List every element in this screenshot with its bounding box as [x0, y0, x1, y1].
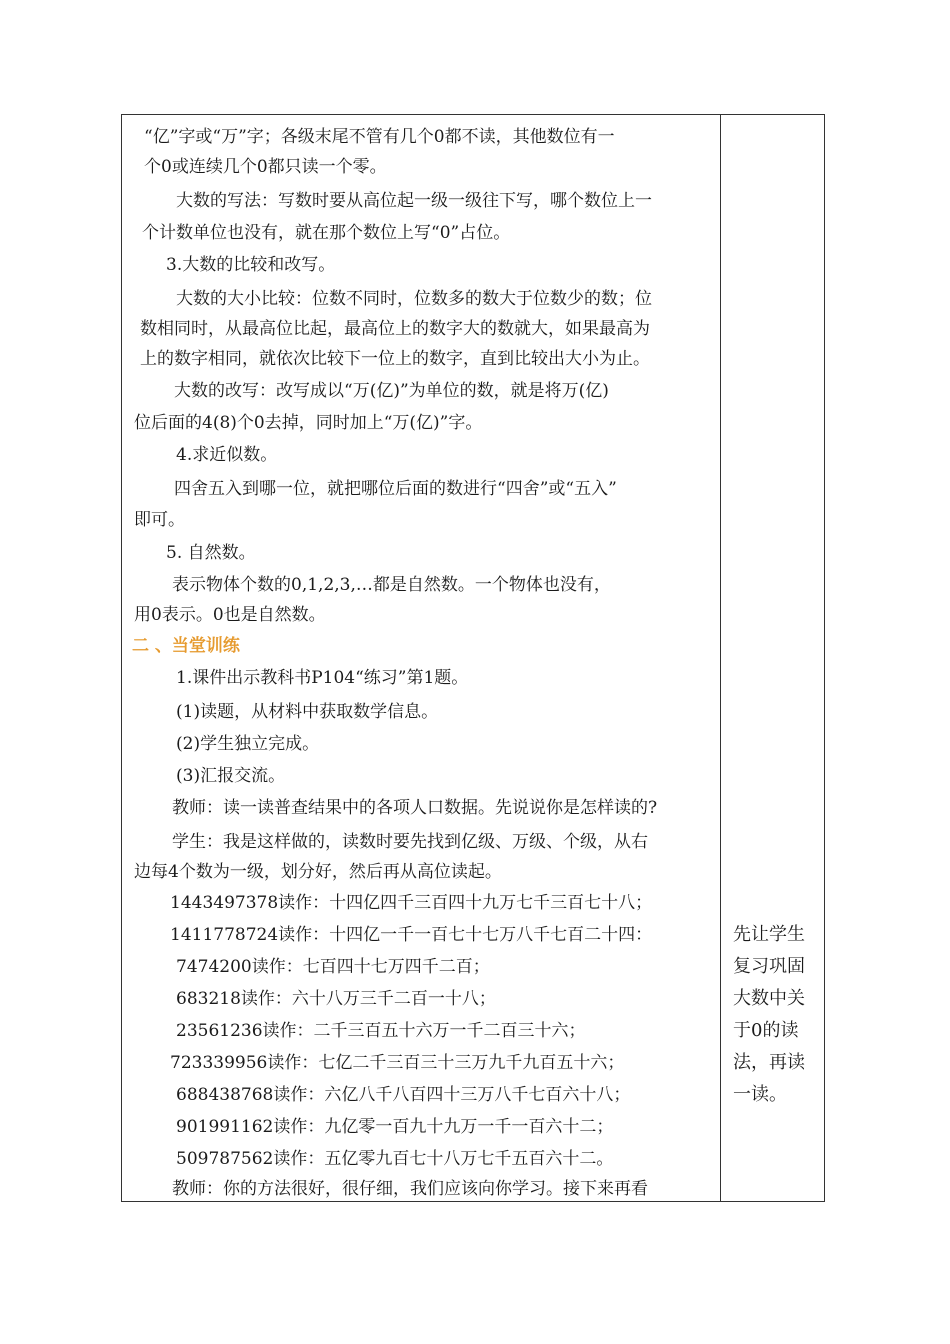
note-line: 大数中关 — [733, 988, 805, 1009]
text-line: 即可。 — [134, 510, 185, 530]
text-line: 723339956读作：七亿二千三百三十三万九千九百五十六； — [170, 1053, 625, 1073]
note-line: 复习巩固 — [733, 956, 805, 977]
text-line: 大数的大小比较：位数不同时，位数多的数大于位数少的数；位 — [176, 289, 652, 309]
text-line: 大数的改写：改写成以“万(亿)”为单位的数，就是将万(亿) — [174, 381, 609, 401]
text-line: 个计数单位也没有，就在那个数位上写“0”占位。 — [142, 223, 511, 243]
text-line: 教师：你的方法很好，很仔细，我们应该向你学习。接下来再看 — [172, 1179, 648, 1199]
text-line: (2)学生独立完成。 — [176, 734, 320, 754]
note-line: 法，再读 — [733, 1052, 805, 1073]
text-line: 教师：读一读普查结果中的各项人口数据。先说说你是怎样读的? — [172, 798, 658, 818]
lesson-table — [121, 114, 825, 1202]
text-line: 1.课件出示教科书P104“练习”第1题。 — [176, 668, 469, 688]
text-line: 数相同时，从最高位比起，最高位上的数字大的数就大，如果最高为 — [140, 319, 650, 339]
text-line: 7474200读作：七百四十七万四千二百； — [176, 957, 490, 977]
text-line: 学生：我是这样做的，读数时要先找到亿级、万级、个级，从右 — [172, 832, 648, 852]
text-line: 5. 自然数。 — [166, 543, 256, 563]
text-line: “亿”字或“万”字；各级末尾不管有几个0都不读，其他数位有一 — [144, 127, 615, 147]
text-line: 大数的写法：写数时要从高位起一级一级往下写，哪个数位上一 — [176, 191, 652, 211]
text-line: 683218读作：六十八万三千二百一十八； — [176, 989, 496, 1009]
note-line: 于0的读 — [733, 1020, 799, 1041]
lesson-content-cell — [122, 115, 720, 1201]
text-line: 个0或连续几个0都只读一个零。 — [144, 157, 387, 177]
text-line: 用0表示。0也是自然数。 — [134, 605, 326, 625]
text-line: 509787562读作：五亿零九百七十八万七千五百六十二。 — [176, 1149, 614, 1169]
text-line: 23561236读作：二千三百五十六万一千二百三十六； — [176, 1021, 586, 1041]
text-line: 1443497378读作：十四亿四千三百四十九万七千三百七十八； — [170, 893, 653, 913]
note-line: 一读。 — [733, 1084, 787, 1105]
text-line: 688438768读作：六亿八千八百四十三万八千七百六十八； — [176, 1085, 631, 1105]
text-line: 位后面的4(8)个0去掉，同时加上“万(亿)”字。 — [134, 413, 483, 433]
text-line: 4.求近似数。 — [176, 445, 278, 465]
section-heading: 二 、当堂训练 — [132, 636, 240, 656]
text-line: 四舍五入到哪一位，就把哪位后面的数进行“四舍”或“五入” — [174, 479, 617, 499]
text-line: 3.大数的比较和改写。 — [166, 255, 336, 275]
note-line: 先让学生 — [733, 924, 805, 945]
text-line: (1)读题，从材料中获取数学信息。 — [176, 702, 439, 722]
text-line: 表示物体个数的0,1,2,3,…都是自然数。一个物体也没有， — [172, 575, 611, 595]
text-line: 上的数字相同，就依次比较下一位上的数字，直到比较出大小为止。 — [140, 349, 650, 369]
teacher-note-cell — [721, 115, 824, 1201]
text-line: 边每4个数为一级，划分好，然后再从高位读起。 — [134, 862, 502, 882]
text-line: 1411778724读作：十四亿一千一百七十七万八千七百二十四： — [170, 925, 653, 945]
text-line: (3)汇报交流。 — [176, 766, 286, 786]
text-line: 901991162读作：九亿零一百九十九万一千一百六十二； — [176, 1117, 614, 1137]
